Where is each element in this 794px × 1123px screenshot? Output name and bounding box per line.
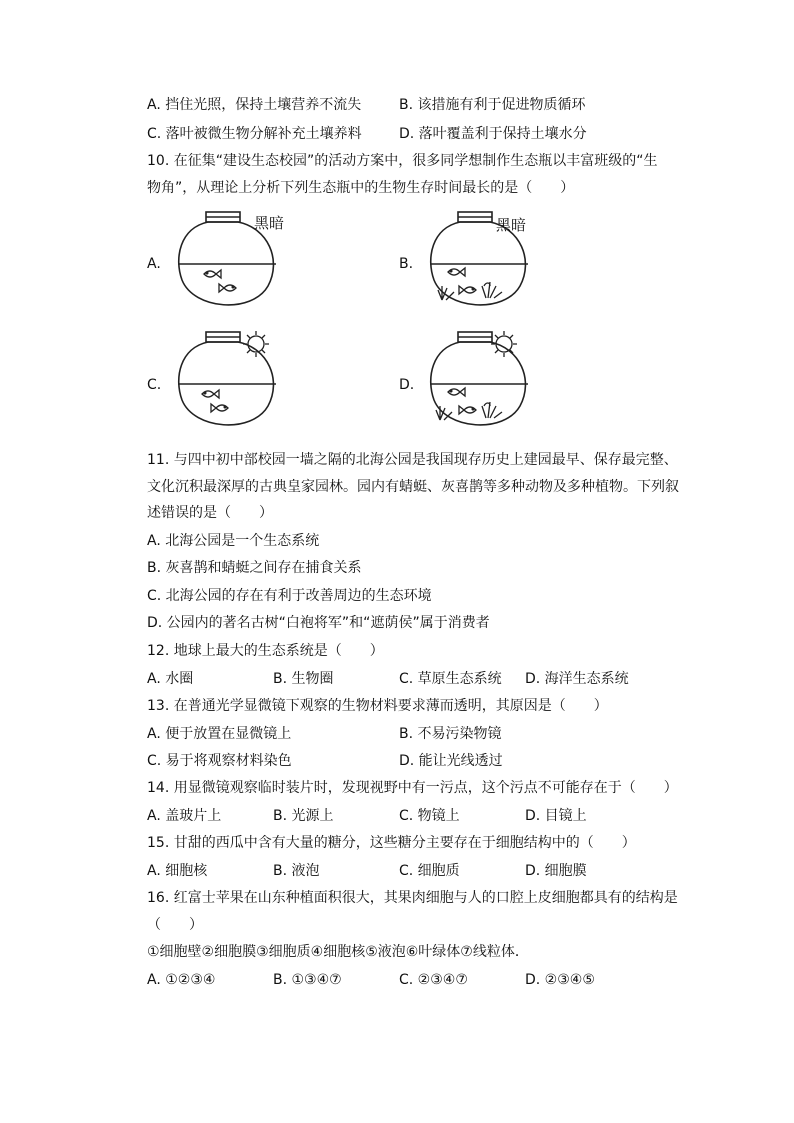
q12-option-d: D. 海洋生态系统 xyxy=(525,671,629,687)
q9-option-c: C. 落叶被微生物分解补充土壤养料 xyxy=(147,126,362,142)
q11-stem-line1: 11. 与四中初中部校园一墙之隔的北海公园是我国现存历史上建园最早、保存最完整、 xyxy=(147,452,678,468)
q12-option-c: C. 草原生态系统 xyxy=(399,671,502,687)
aquatic-plant-icon xyxy=(436,402,502,420)
q16-option-d: D. ②③④⑤ xyxy=(525,972,595,988)
q13-option-c: C. 易于将观察材料染色 xyxy=(147,753,292,769)
q12-option-a: A. 水圈 xyxy=(147,671,194,687)
jar-a-image xyxy=(172,208,302,318)
q13-stem: 13. 在普通光学显微镜下观察的生物材料要求薄而透明，其原因是（ ） xyxy=(147,698,608,714)
fish-icon xyxy=(211,404,228,412)
q9-option-b: B. 该措施有利于促进物质循环 xyxy=(399,97,586,113)
q9-option-a: A. 挡住光照，保持土壤营养不流失 xyxy=(147,97,362,113)
q9-option-d: D. 落叶覆盖利于保持土壤水分 xyxy=(399,126,587,142)
q11-option-c: C. 北海公园的存在有利于改善周边的生态环境 xyxy=(147,588,432,604)
q13-option-b: B. 不易污染物镜 xyxy=(399,726,502,742)
q11-stem-line2: 文化沉积最深厚的古典皇家园林。园内有蜻蜓、灰喜鹊等多种动物及多种植物。下列叙 xyxy=(147,479,679,495)
q14-option-a: A. 盖玻片上 xyxy=(147,808,222,824)
q16-stem-line2: （ ） xyxy=(147,917,203,933)
q10-option-d-letter: D. xyxy=(399,377,415,393)
fish-icon xyxy=(448,388,465,396)
fish-icon xyxy=(448,268,465,276)
q15-option-a: A. 细胞核 xyxy=(147,863,208,879)
sun-icon xyxy=(243,331,269,357)
q10-stem-line1: 10. 在征集“建设生态校园”的活动方案中，很多同学想制作生态瓶以丰富班级的“生 xyxy=(147,153,658,169)
q10-option-b-letter: B. xyxy=(399,256,414,272)
q10-stem-line2: 物角”，从理论上分析下列生态瓶中的生物生存时间最长的是（ ） xyxy=(147,180,575,196)
q16-option-b: B. ①③④⑦ xyxy=(273,972,342,988)
q12-stem: 12. 地球上最大的生态系统是（ ） xyxy=(147,643,384,659)
q14-option-b: B. 光源上 xyxy=(273,808,334,824)
q16-option-c: C. ②③④⑦ xyxy=(399,972,468,988)
q16-option-a: A. ①②③④ xyxy=(147,972,216,988)
q16-structure-list: ①细胞壁②细胞膜③细胞质④细胞核⑤液泡⑥叶绿体⑦线粒体． xyxy=(147,944,529,960)
q13-option-d: D. 能让光线透过 xyxy=(399,753,503,769)
q14-option-c: C. 物镜上 xyxy=(399,808,460,824)
fish-icon xyxy=(219,284,236,292)
fish-icon xyxy=(204,270,221,278)
aquatic-plant-icon xyxy=(438,282,502,300)
jar-b-dark-label: 黑暗 xyxy=(496,216,527,234)
q15-stem: 15. 甘甜的西瓜中含有大量的糖分，这些糖分主要存在于细胞结构中的（ ） xyxy=(147,835,636,851)
q11-stem-line3: 述错误的是（ ） xyxy=(147,505,273,521)
jar-b-image xyxy=(424,208,554,318)
q14-option-d: D. 目镜上 xyxy=(525,808,587,824)
q10-option-c-letter: C. xyxy=(147,377,162,393)
jar-d-image xyxy=(424,328,554,438)
q12-option-b: B. 生物圈 xyxy=(273,671,334,687)
fish-icon xyxy=(459,286,476,294)
q11-option-a: A. 北海公园是一个生态系统 xyxy=(147,533,320,549)
q13-option-a: A. 便于放置在显微镜上 xyxy=(147,726,292,742)
q15-option-d: D. 细胞膜 xyxy=(525,863,587,879)
q14-stem: 14. 用显微镜观察临时装片时，发现视野中有一污点，这个污点不可能存在于（ ） xyxy=(147,780,678,796)
q11-option-b: B. 灰喜鹊和蜻蜓之间存在捕食关系 xyxy=(147,560,362,576)
fish-icon xyxy=(459,406,476,414)
q10-option-a-letter: A. xyxy=(147,256,161,272)
fish-icon xyxy=(202,390,219,398)
q15-option-c: C. 细胞质 xyxy=(399,863,460,879)
jar-a-dark-label: 黑暗 xyxy=(254,214,285,232)
jar-c-image xyxy=(172,328,302,438)
q16-stem-line1: 16. 红富士苹果在山东种植面积很大，其果肉细胞与人的口腔上皮细胞都具有的结构是 xyxy=(147,890,678,906)
q15-option-b: B. 液泡 xyxy=(273,863,320,879)
q11-option-d: D. 公园内的著名古树“白袍将军”和“遮荫侯”属于消费者 xyxy=(147,615,490,631)
